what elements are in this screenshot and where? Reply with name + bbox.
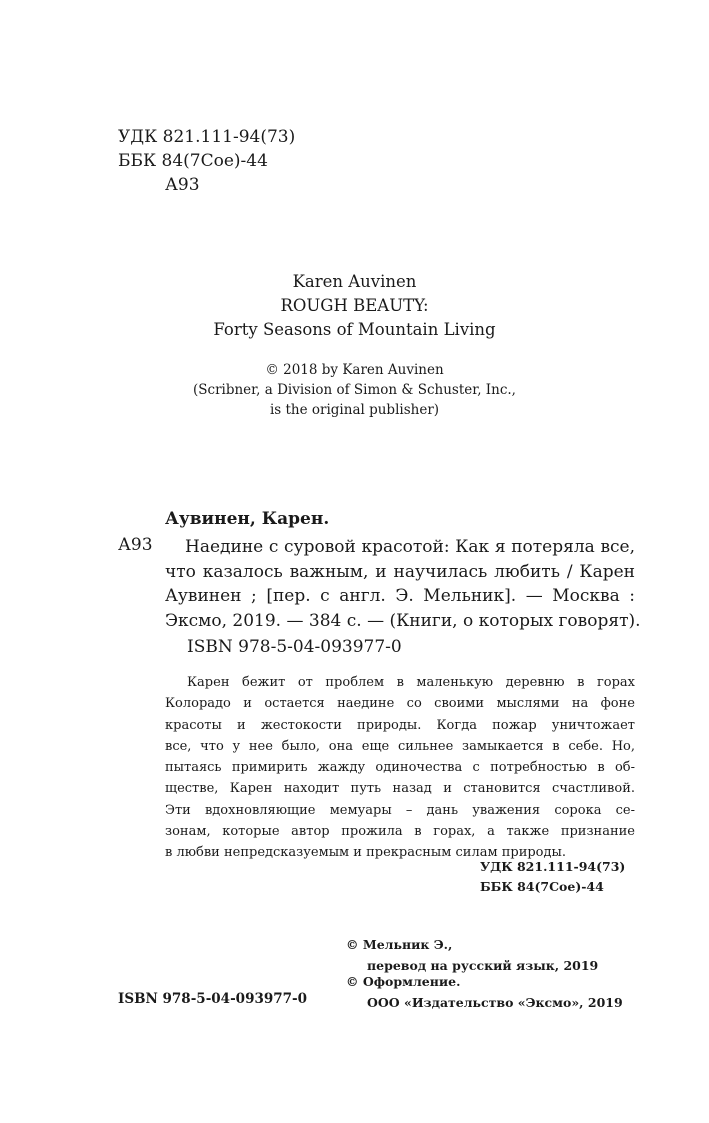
author-mark: А93: [165, 175, 200, 195]
catalog-description-line: Наедине с суровой красотой: Как я потеряла все,: [185, 537, 635, 557]
catalog-description: [165, 535, 641, 633]
annotation-line: Эти вдохновляющие мемуары – дань уважения сорока се-: [165, 802, 635, 818]
footer-isbn: ISBN 978-5-04-093977-0: [118, 991, 308, 1007]
design-copyright: © Оформление.: [346, 974, 461, 989]
annotation-udk: УДК 821.111-94(73): [480, 859, 626, 874]
original-edition: [0, 270, 709, 342]
annotation-line: зонам, которые автор прожила в горах, а также признание: [165, 824, 635, 840]
original-copyright-line-2: (Scribner, a Division of Simon & Schuster, Inc.,: [193, 382, 516, 398]
original-subtitle: Forty Seasons of Mountain Living: [213, 320, 496, 339]
original-copyright-line-1: © 2018 by Karen Auvinen: [265, 362, 444, 378]
udk-code: УДК 821.111-94(73): [118, 127, 296, 147]
annotation-line: красоты и жестокости природы. Когда пожар уничтожает: [165, 717, 635, 733]
original-copyright-line-3: is the original publisher): [269, 402, 440, 418]
annotation-line: ществе, Карен находит путь назад и становится счастливой.: [165, 781, 635, 797]
annotation: [165, 672, 635, 864]
bbk-code: ББК 84(7Сое)-44: [118, 151, 268, 171]
original-author: Karen Auvinen: [292, 272, 417, 291]
catalog-isbn: ISBN 978-5-04-093977-0: [187, 637, 402, 657]
catalog-description-line: Эксмо, 2019. — 384 с. — (Книги, о которых говорят).: [165, 610, 641, 631]
annotation-line: в любви непредсказуемым и прекрасным силам природы.: [165, 845, 566, 861]
annotation-bbk: ББК 84(7Сое)-44: [480, 879, 604, 894]
catalog-author-heading: Аувинен, Карен.: [165, 509, 330, 529]
translation-copyright: © Мельник Э.,: [346, 937, 453, 952]
translation-note: перевод на русский язык, 2019: [367, 958, 599, 973]
catalog-description-line: что казалось важным, и научилась любить / Карен: [165, 561, 635, 582]
original-copyright: [0, 360, 709, 420]
publisher-copyright: ООО «Издательство «Эксмо», 2019: [367, 995, 623, 1010]
annotation-line: Колорадо и остается наедине со своими мыслями на фоне: [165, 696, 635, 712]
annotation-line: пытаясь примирить жажду одиночества с потребностью в об-: [165, 760, 635, 776]
annotation-line: все, что у нее было, она еще сильнее замыкается в себе. Но,: [165, 738, 635, 754]
catalog-mark: А93: [118, 535, 153, 555]
annotation-line: Карен бежит от проблем в маленькую деревню в горах: [187, 675, 635, 690]
original-title: ROUGH BEAUTY:: [280, 296, 429, 315]
catalog-description-line: Аувинен ; [пер. с англ. Э. Мельник]. — Москва :: [165, 586, 635, 606]
